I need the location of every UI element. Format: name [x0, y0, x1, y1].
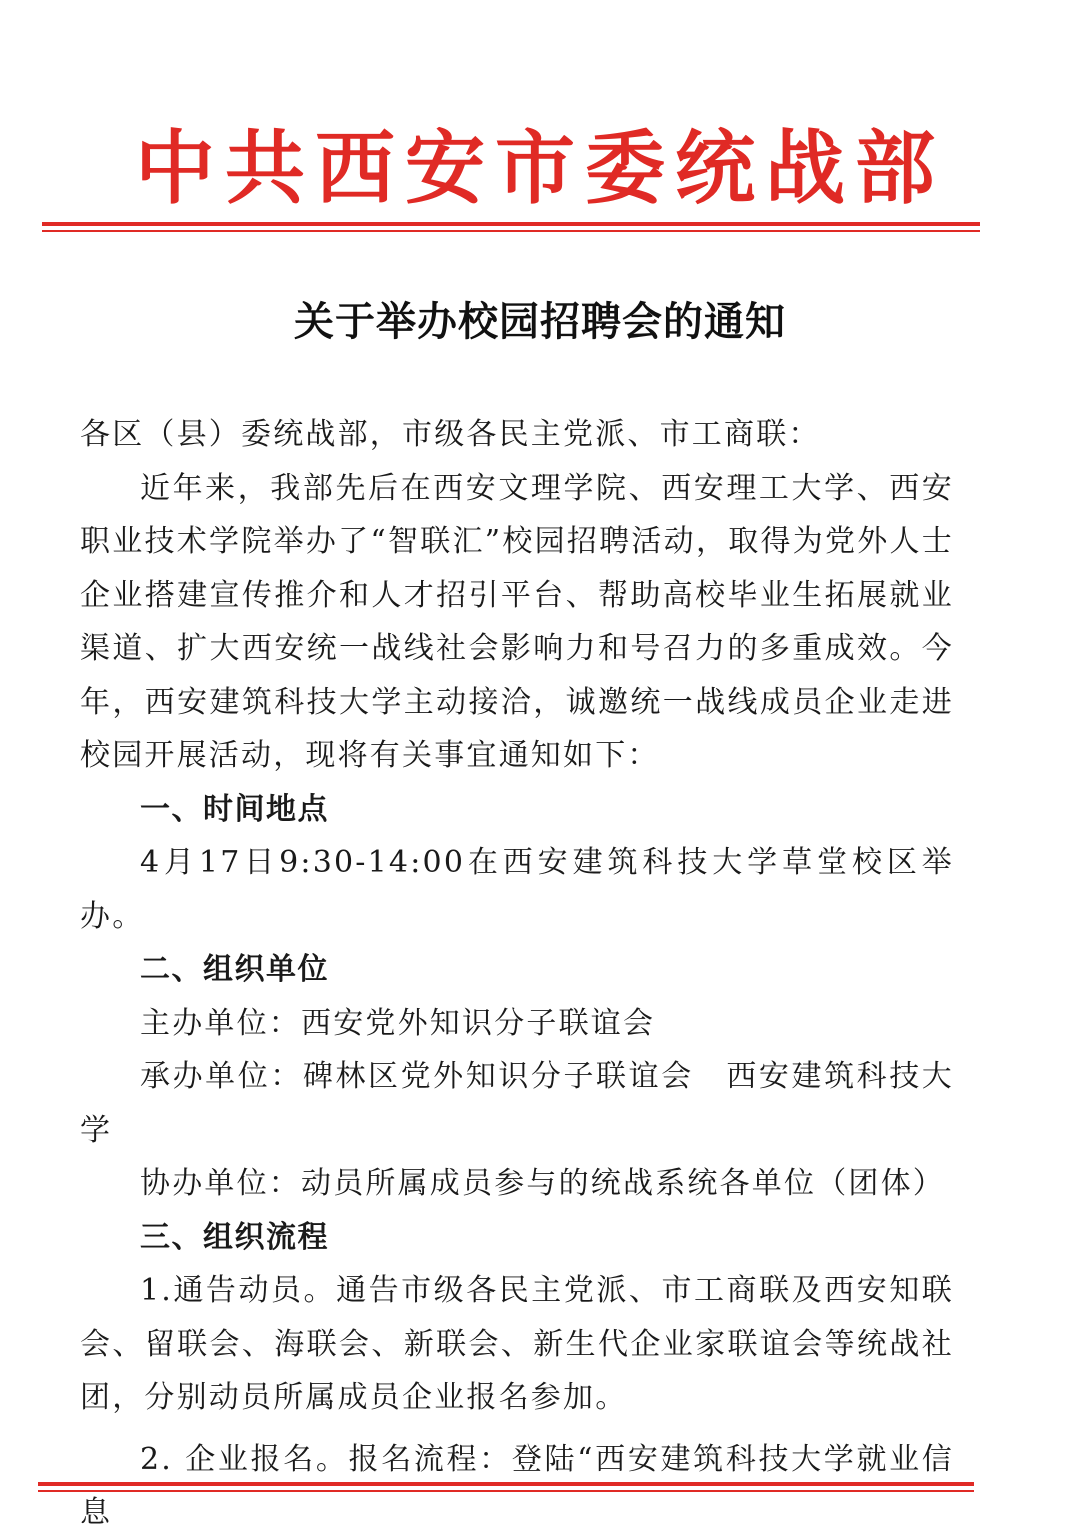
- section-heading-organizers: 二、组织单位: [140, 952, 329, 987]
- salutation: 各区（县）委统战部，市级各民主党派、市工商联：: [80, 417, 821, 452]
- letterhead-rule-thick: [42, 222, 980, 226]
- footer-rule-thin: [38, 1490, 974, 1492]
- section-heading-time-location: 一、时间地点: [140, 791, 329, 827]
- document-title: 关于举办校园招聘会的通知: [294, 298, 786, 345]
- letterhead-rule-thin: [42, 230, 980, 232]
- co-organizer-unit: 协办单位：动员所属成员参与的统战系统各单位（团体）: [140, 1166, 945, 1201]
- organizer-unit: 承办单位：碑林区党外知识分子联谊会 西安建筑科技大学: [80, 1059, 954, 1148]
- process-item-1: 1.通告动员。通告市级各民主党派、市工商联及西安知联会、留联会、海联会、新联会、新生代企业家联谊会等统战社团，分别动员所属成员企业报名参加。: [80, 1273, 954, 1415]
- intro-paragraph: 近年来，我部先后在西安文理学院、西安理工大学、西安职业技术学院举办了“智联汇”校园招聘活动，取得为党外人士企业搭建宣传推介和人才招引平台、帮助高校毕业生拓展就业渠道、扩大西安统一战线社会影响力和号召力的多重成效。今年，西安建筑科技大学主动接洽，诚邀统一战线成员企业走进校园开展活动，现将有关事宜通知如下：: [80, 470, 954, 773]
- time-location-text: 4月17日9:30-14:00在西安建筑科技大学草堂校区举办。: [80, 845, 954, 934]
- process-item-2: 2. 企业报名。报名流程：登陆“西安建筑科技大学就业信息: [80, 1441, 954, 1530]
- footer-rule-thick: [38, 1482, 974, 1486]
- letterhead-org-name: 中共西安市委统战部: [135, 121, 945, 215]
- section-heading-process: 三、组织流程: [140, 1219, 329, 1255]
- host-unit: 主办单位：西安党外知识分子联谊会: [140, 1005, 656, 1041]
- document-body: [80, 408, 954, 1540]
